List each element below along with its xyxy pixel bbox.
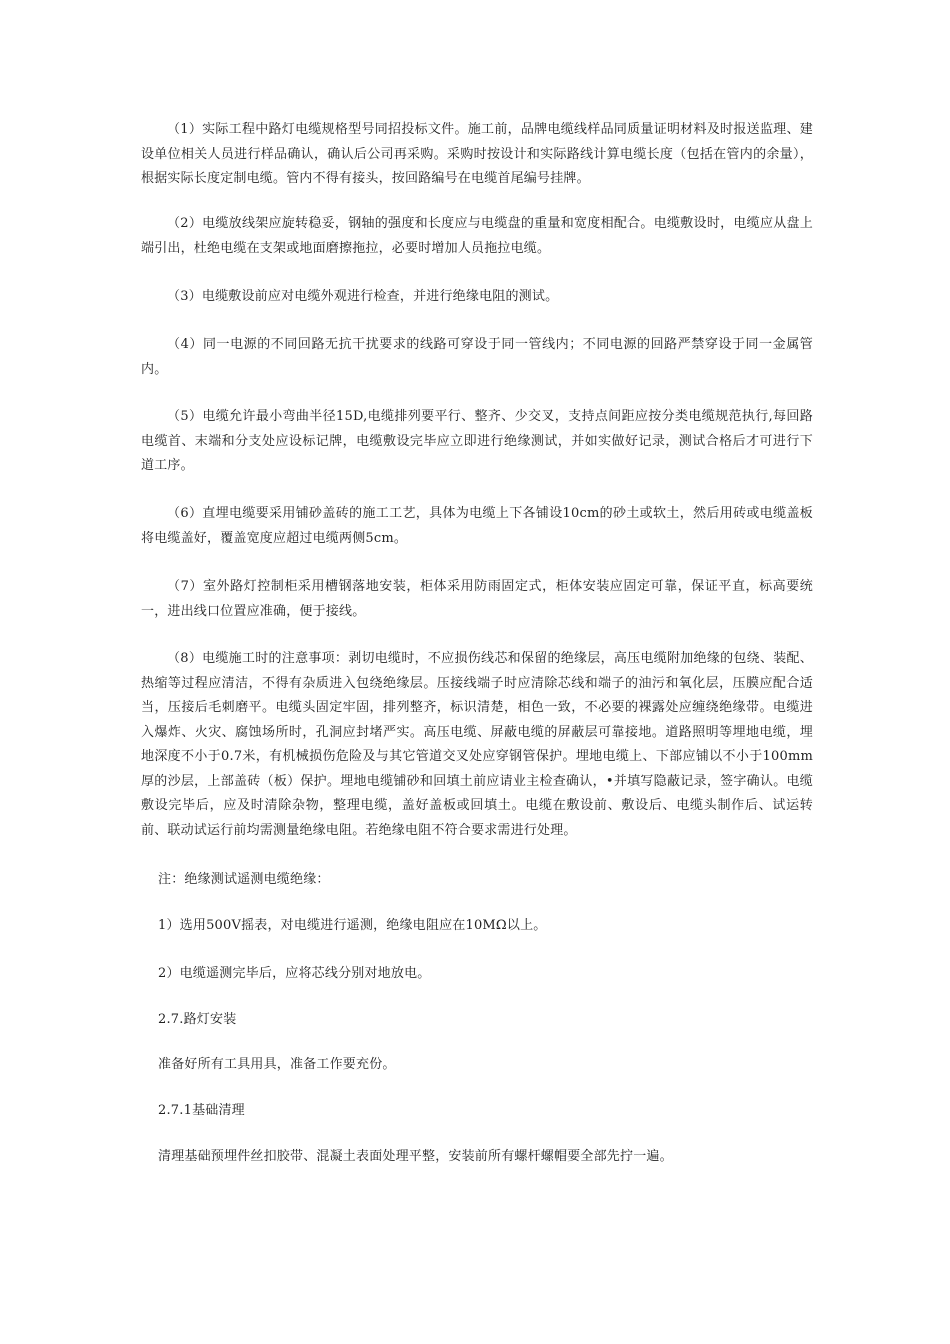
paragraph-5: （5）电缆允许最小弯曲半径15D,电缆排列要平行、整齐、少交叉，支持点间距应按分类电缆规范执行,每回路电缆首、末端和分支处应设标记牌，电缆敷设完毕应立即进行绝缘测试，并如实做好记录，测试合格后才可进行下道工序。 <box>141 409 813 473</box>
section-text: 准备好所有工具用具，准备工作要充份。 <box>158 1057 396 1072</box>
paragraph-6: （6）直埋电缆要采用铺砂盖砖的施工工艺，具体为电缆上下各铺设10cm的砂土或软土，然后用砖或电缆盖板将电缆盖好，覆盖宽度应超过电缆两侧5cm。 <box>141 506 813 546</box>
note-title: 注：绝缘测试遥测电缆绝缘： <box>158 872 330 887</box>
subsection-text: 清理基础预埋件丝扣胶带、混凝土表面处理平整，安装前所有螺杆螺帽要全部先拧一遍。 <box>158 1149 673 1164</box>
paragraph-8: （8）电缆施工时的注意事项：剥切电缆时，不应损伤线芯和保留的绝缘层，高压电缆附加绝缘的包绕、装配、热缩等过程应清洁，不得有杂质进入包绕绝缘层。压接线端子时应清除芯线和端子的油污和氧化层，压膜应配合适当，压接后毛刺磨平。电缆头固定牢固，排列整齐，标识清楚，相色一致，不必要的裸露处应缠绕绝缘带。电缆进入爆炸、火灾、腐蚀场所时，孔洞应封堵严实。高压电缆、屏蔽电缆的屏蔽层可靠接地。道路照明等埋地电缆，埋地深度不小于0.7米，有机械损伤危险及与其它管道交叉处应穿钢管保护。埋地电缆上、下部应铺以不小于100mm厚的沙层，上部盖砖（板）保护。埋地电缆铺砂和回填土前应请业主检查确认，•并填写隐蔽记录，签字确认。电缆敷设完毕后，应及时清除杂物，整理电缆，盖好盖板或回填土。电缆在敷设前、敷设后、电缆头制作后、试运转前、联动试运行前均需测量绝缘电阻。若绝缘电阻不符合要求需进行处理。 <box>141 651 813 838</box>
paragraph-1: （1）实际工程中路灯电缆规格型号同招投标文件。施工前，品牌电缆线样品同质量证明材料及时报送监理、建设单位相关人员进行样品确认，确认后公司再采购。采购时按设计和实际路线计算电缆长度（包括在管内的余量），根据实际长度定制电缆。管内不得有接头，按回路编号在电缆首尾编号挂牌。 <box>141 122 813 186</box>
section-heading: 2.7.路灯安装 <box>158 1012 237 1027</box>
note-item-1: 1）选用500V摇表，对电缆进行遥测，绝缘电阻应在10MΩ以上。 <box>158 918 547 933</box>
paragraph-7: （7）室外路灯控制柜采用槽钢落地安装，柜体采用防雨固定式，柜体安装应固定可靠，保证平直，标高要统一，进出线口位置应准确，便于接线。 <box>141 579 813 619</box>
note-item-2: 2）电缆遥测完毕后，应将芯线分别对地放电。 <box>158 966 431 981</box>
subsection-heading: 2.7.1基础清理 <box>158 1103 245 1118</box>
paragraph-2: （2）电缆放线架应旋转稳妥，钢轴的强度和长度应与电缆盘的重量和宽度相配合。电缆敷设时，电缆应从盘上端引出，杜绝电缆在支架或地面磨擦拖拉，必要时增加人员拖拉电缆。 <box>141 216 813 256</box>
paragraph-4: （4）同一电源的不同回路无抗干扰要求的线路可穿设于同一管线内；不同电源的回路严禁穿设于同一金属管内。 <box>141 337 813 377</box>
paragraph-3: （3）电缆敷设前应对电缆外观进行检查，并进行绝缘电阻的测试。 <box>167 289 559 304</box>
